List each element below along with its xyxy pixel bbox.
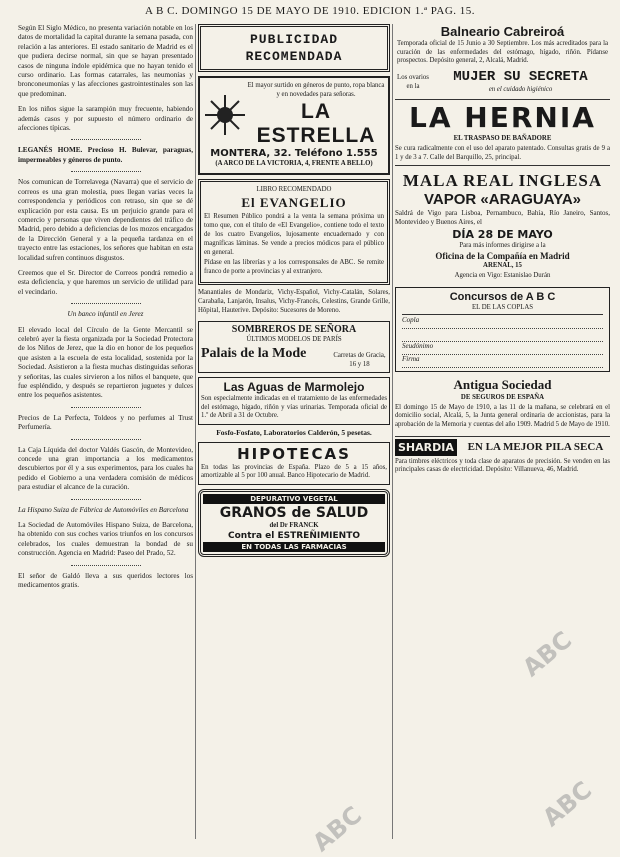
hernia-body: Se cura radicalmente con el uso del aparato patentado. Consultas gratis de 9 a 1 y de 3 a 7. Calle del Barquillo, 25, principal. <box>395 144 610 161</box>
granos-kicker: DEPURATIVO VEGETAL <box>203 494 385 504</box>
ad-hernia <box>395 99 610 166</box>
news-paragraph: Nos comunican de Torrelavega (Navarra) que el servicio de correos es una gran molestia, pues llegan varias veces la correspondencia y periódicos con retraso, sin que se dé explicación por esta causa. Es un perjuicio grande para el comercio y personas que viven dependientes del tráfico de Madrid, pero debido a deficiencias de los mozos encargados de la Dirección General y a la pequeña tardanza en el trayecto entre las estaciones, los señores que habitan en esta localidad sufren continuos disgustos. <box>18 178 193 262</box>
ad-pila-seca <box>395 436 610 456</box>
hernia-title: LA HERNIA <box>409 101 596 135</box>
ad-mujer <box>395 70 610 96</box>
vapor-name: VAPOR «ARAGUAYA» <box>424 191 581 209</box>
balneario-body: Temporada oficial de 15 Junio a 30 Septiembre. Los más acreditados para la curación de las enfermedades del estómago, hígado, riñón. Pídanse prospectos. Depósito general, 2, Alcalá, Madrid. <box>397 40 608 65</box>
divider <box>71 139 141 140</box>
granos-footer: EN TODAS LAS FARMACIAS <box>203 542 385 552</box>
divider <box>71 171 141 172</box>
news-paragraph: En los niños sigue la sarampión muy frecuente, habiendo además casos y por supuesto el número ordinario de afecciones típicas. <box>18 105 193 133</box>
aguas-body: Son especialmente indicadas en el tratamiento de las enfermedades del estómago, hígado, riñón y vías urinarias. Temporada oficial de 1.º de Abril a 31 de Octubre. <box>201 395 387 420</box>
star-emblem-icon <box>203 93 247 137</box>
mala-title: MALA REAL INGLESA <box>402 171 603 191</box>
column-rule <box>195 24 196 839</box>
granos-title: GRANOS de SALUD <box>219 504 369 521</box>
antigua-subtitle: DE SEGUROS DE ESPAÑA <box>460 394 545 402</box>
ad-waters: Manantiales de Mondariz, Vichy-Español, Vichy-Catalán, Solares, Carabaña, Lanjarón, Insalus, Vichy-Francés, Celestins, Grande Grille, Hôpital, Hauterive. Depósito: Sucesores de Moreno. <box>198 288 390 314</box>
ad-granos-salud <box>198 489 390 558</box>
ad-fosfo: Fosfo-Fosfato, Laboratorios Calderón, 5 pesetas. <box>216 427 372 437</box>
vapor-info: Para más informes dirigirse a la <box>459 241 546 249</box>
news-ad: Precios de La Perfecta, Toldeos y no perfumes al Trust Perfumería. <box>18 413 193 432</box>
mujer-subtitle: en el cuidado higiénico <box>488 85 553 93</box>
estrella-name: LA ESTRELLA <box>256 100 376 148</box>
ad-marmolejo <box>198 377 390 425</box>
hats-title: SOMBREROS DE SEÑORA <box>231 324 357 336</box>
evangelio-body: El Resumen Público pondrá a la venta la semana próxima un tomo que, con el título de «El Evangelio», contiene todo el texto de los cuatro Evangelios, lujosamente encuadernado y con magníficas láminas. Se vende a precios módicos para el público en general. <box>204 213 384 256</box>
aguas-title: Las Aguas de Marmolejo <box>223 380 365 395</box>
vapor-date: DÍA 28 DE MAYO <box>452 227 553 241</box>
oficina-title: Oficina de la Compañía en Madrid <box>435 251 570 262</box>
news-paragraph: La Sociedad de Automóviles Hispano Suiza, de Barcelona, ha obtenido con sus coches varios triunfos en los concursos celebrados, los cuales demuestran la bondad de su construcción. Agencia en Madrid: Paseo del Prado, 52. <box>18 521 193 558</box>
divider <box>71 439 141 440</box>
antigua-body: El domingo 15 de Mayo de 1910, a las 11 de la mañana, se celebrará en el domicilio social, Alcalá, 5, la Junta general ordinaria de accionistas, para la aprobación de la Memoria y cuentas del año 1909. Madrid 5 de Mayo de 1910. <box>395 403 610 428</box>
abc-watermark: ABC <box>517 625 578 683</box>
evangelio-note: Pídase en las librerías y a los corresponsales de ABC. Se remite franco de porte a provincias y al extranjero. <box>204 259 384 276</box>
publicidad-title: PUBLICIDAD RECOMENDADA <box>245 32 343 64</box>
hipotecas-title: HIPOTECAS <box>237 444 351 463</box>
divider <box>71 499 141 500</box>
abc-watermark: ABC <box>537 775 598 833</box>
palais-address: Carretas de Gracia, 16 y 18 <box>333 351 386 368</box>
granos-subtitle: Contra el ESTREÑIMIENTO <box>228 531 360 542</box>
oficina-address: ARENAL, 15 <box>483 262 522 270</box>
evangelio-title: El EVANGELIO <box>241 195 347 211</box>
evangelio-kicker: LIBRO RECOMENDADO <box>256 185 332 193</box>
ad-cabreiroa <box>395 24 610 66</box>
column-ads-center <box>198 24 390 844</box>
ad-mala-real <box>395 170 610 282</box>
column-rule <box>392 24 393 839</box>
palais-name: Palais de la Mode <box>201 345 307 361</box>
concurso-subtitle: EL DE LAS COPLAS <box>402 304 603 316</box>
news-ad: LEGANÉS HOME. Precioso H. Bulevar, paraguas, impermeables y géneros de punto. <box>18 146 193 164</box>
shardia-logo: SHARDIA <box>395 439 457 456</box>
copla-field-line[interactable] <box>402 329 603 342</box>
page-header: A B C. DOMINGO 15 DE MAYO DE 1910. EDICION 1.ª PAG. 15. <box>144 5 476 17</box>
ad-antigua-sociedad <box>395 376 610 431</box>
mujer-title: MUJER SU SECRETA <box>453 68 588 85</box>
ad-la-estrella <box>198 76 390 175</box>
column-news <box>18 24 193 844</box>
concurso-coupon <box>395 287 610 373</box>
column-ads-right <box>395 24 610 844</box>
pila-body: Para timbres eléctricos y toda clase de aparatos de precisión. Se venden en las principales casas de electricidad. Depósito: Villanueva, 46, Madrid. <box>395 457 610 474</box>
divider <box>71 407 141 408</box>
concurso-title: Concursos de A B C <box>449 290 556 303</box>
firma-field[interactable]: Firma <box>402 355 603 368</box>
abc-watermark: ABC <box>307 800 368 857</box>
ad-palais-mode <box>198 321 390 373</box>
news-paragraph: Creemos que el Sr. Director de Correos pondrá remedio a esta deficiencia, y que haremos un servicio de utilidad para el vecindario. <box>18 268 193 296</box>
ad-hipotecas <box>198 442 390 485</box>
antigua-title: Antigua Sociedad <box>453 377 552 393</box>
divider <box>71 303 141 304</box>
news-heading: Un banco infantil en Jerez <box>67 310 144 319</box>
publicidad-banner <box>198 24 390 72</box>
hats-subtitle: ÚLTIMOS MODELOS DE PARÍS <box>246 336 342 344</box>
news-paragraph: El señor de Galdó lleva a sus queridos lectores los medicamentos gratis. <box>18 571 193 590</box>
pila-title: EN LA MEJOR PILA SECA <box>467 441 604 453</box>
news-paragraph: Según El Siglo Médico, no presenta variación notable en los datos de mortalidad la capital durante la semana pasada, con relación a las anteriores. El estado sanitario de Madrid es el que pudiera decirse normal, sin que se hayan presentado casos de ninguna índole epidémica que no hayan tenido el curso ordinario. Las formas catarrales, las neumonías y bronconeumonías y las afecciones gastrointestinales son las que predominan. <box>18 24 193 98</box>
news-heading: La Hispano Suiza de Fábrica de Automóviles en Barcelona <box>18 505 189 514</box>
oficina-note: Agencia en Vigo: Estanislao Durán <box>454 271 551 279</box>
estrella-address: MONTERA, 32. Teléfono 1.555 <box>210 148 378 160</box>
news-paragraph: El elevado local del Círculo de la Gente Mercantil se celebró ayer la fiesta organizada por la Sociedad Protectora de los Niños de Jerez, que la dio en honor de los pequeños que asisten a la escuela de esta localidad, sostenida por la Sociedad. Asistieron a la fiesta muchas distinguidas señoras y señoritas, las cuales sirvieron a los niños el banquete, que fue espléndido, y después se repartieron juguetes y dulces entre los pequeños asistentes. <box>18 325 193 400</box>
news-paragraph: La Caja Líquida del doctor Valdés Gascón, de Montevideo, concede una gran importancia a los medicamentos descubiertos por él y a sus experimentos, para los cuales ha pedido el Gobierno a una verdadera comisión de médicos para estudiar el alcance de la curación. <box>18 445 193 492</box>
ad-evangelio <box>198 179 390 285</box>
vapor-body: Saldrá de Vigo para Lisboa, Pernambuco, Bahía, Río Janeiro, Santos, Montevideo y Buenos Aires, el <box>395 209 610 226</box>
divider <box>71 565 141 566</box>
estrella-tagline: El mayor surtido en géneros de punto, ropa blanca y en novedades para señoras. <box>247 82 385 98</box>
hipotecas-body: En todas las provincias de España. Plazo de 5 a 15 años, amortizable al 5 por 100 anual. Banco Hipotecario de Madrid. <box>201 463 387 480</box>
hernia-subtitle: EL TRASPASO DE BAÑADORE <box>453 135 552 143</box>
seudonimo-field[interactable]: Seudónimo <box>402 342 603 355</box>
estrella-subaddress: (A ARCO DE LA VICTORIA, 4, FRENTE A BELLO) <box>215 160 373 168</box>
mujer-tagline: Los ovarios en la <box>397 73 429 90</box>
granos-brand: del Dr FRANCK <box>269 521 319 529</box>
copla-field[interactable]: Copla <box>402 316 603 329</box>
balneario-title: Balneario Cabreiroá <box>440 24 565 39</box>
